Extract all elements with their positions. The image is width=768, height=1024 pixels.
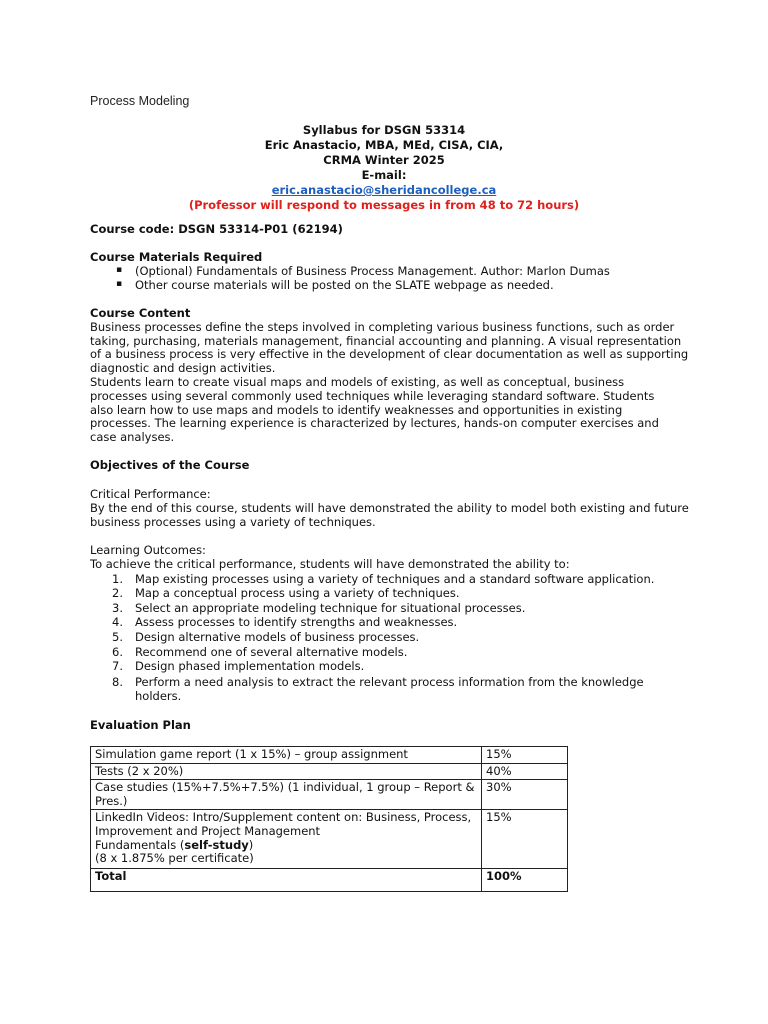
materials-heading: Course Materials Required: [90, 250, 263, 264]
table-cell: 100%: [482, 869, 568, 892]
content-line: processes. The learning experience is characterized by lectures, hands-on computer exercises and: [90, 416, 659, 431]
outcomes-intro: To achieve the critical performance, students will have demonstrated the ability to:: [90, 556, 570, 571]
evaluation-table: [90, 746, 568, 892]
critical-performance: [90, 488, 690, 529]
materials-section: [90, 251, 690, 292]
table-cell: Case studies (15%+7.5%+7.5%) (1 individual, 1 group – Report & Pres.): [91, 780, 482, 810]
objectives-heading: Objectives of the Course: [90, 458, 250, 472]
table-cell: 30%: [482, 780, 568, 810]
learning-outcomes: [90, 544, 690, 704]
list-item: 1. Map existing processes using a variety of techniques and a standard software application.: [112, 571, 655, 586]
content-line: diagnostic and design activities.: [90, 361, 276, 376]
table-cell: LinkedIn Videos: Intro/Supplement content on: Business, Process, Improvement and Project Management Fundamentals (self-study) (8 x 1.875% per certificate): [91, 810, 482, 869]
content-line: also learn how to use maps and models to identify weaknesses and opportunities in existing: [90, 402, 623, 417]
content-line: of a business process is very effective in the development of clear documentation as well as supporting: [90, 347, 689, 362]
list-item: 5. Design alternative models of business processes.: [112, 629, 420, 644]
list-item: ▪ (Optional) Fundamentals of Business Process Management. Author: Marlon Dumas: [90, 265, 690, 279]
table-cell: Tests (2 x 20%): [91, 763, 482, 780]
table-cell: 15%: [482, 747, 568, 764]
outcomes-list: [90, 572, 690, 704]
document-header: Process Modeling: [90, 94, 190, 108]
list-item: 7. Design phased implementation models.: [112, 659, 365, 674]
list-item: 8. Perform a need analysis to extract the relevant process information from the knowledge: [112, 674, 644, 689]
critical-line: By the end of this course, students will have demonstrated the ability to model both existing and future: [90, 500, 689, 515]
response-note: (Professor will respond to messages in from 48 to 72 hours): [188, 198, 580, 212]
table-row: [91, 763, 568, 780]
content-line: Students learn to create visual maps and models of existing, as well as conceptual, business: [90, 374, 625, 389]
course-code: Course code: DSGN 53314-P01 (62194): [90, 222, 343, 236]
table-cell: Simulation game report (1 x 15%) – group assignment: [91, 747, 482, 764]
list-item: 2. Map a conceptual process using a variety of techniques.: [112, 586, 460, 601]
list-item: 6. Recommend one of several alternative models.: [112, 644, 408, 659]
critical-label: Critical Performance:: [90, 487, 211, 501]
syllabus-title: Syllabus for DSGN 53314: [302, 123, 466, 137]
table-row: [91, 810, 568, 869]
table-row: [91, 869, 568, 892]
instructor-name: Eric Anastacio, MBA, MEd, CISA, CIA,: [264, 138, 504, 152]
table-row: [91, 780, 568, 810]
list-item: holders.: [135, 689, 182, 704]
content-heading: Course Content: [90, 306, 191, 320]
content-line: taking, purchasing, materials management, financial accounting and planning. A visual representation: [90, 333, 682, 348]
title-block: [90, 123, 678, 213]
evaluation-heading: Evaluation Plan: [90, 718, 191, 732]
email-link[interactable]: eric.anastacio@sheridancollege.ca: [271, 183, 497, 197]
table-row: [91, 747, 568, 764]
email-label: E-mail:: [361, 168, 407, 182]
content-section: [90, 307, 690, 445]
table-cell: Total: [91, 869, 482, 892]
critical-line: business processes using a variety of techniques.: [90, 514, 376, 529]
table-cell: 15%: [482, 810, 568, 869]
outcomes-label: Learning Outcomes:: [90, 543, 206, 557]
materials-list: [90, 265, 690, 293]
term-line: CRMA Winter 2025: [323, 153, 445, 167]
content-line: case analyses.: [90, 430, 175, 445]
list-item: 4. Assess processes to identify strengths and weaknesses.: [112, 615, 458, 630]
content-line: Business processes define the steps involved in completing various business functions, such as order: [90, 319, 675, 334]
table-cell: 40%: [482, 763, 568, 780]
list-item: ▪ Other course materials will be posted on the SLATE webpage as needed.: [90, 279, 690, 293]
content-line: processes using several commonly used techniques while leveraging standard software. Students: [90, 388, 655, 403]
list-item: 3. Select an appropriate modeling technique for situational processes.: [112, 600, 526, 615]
